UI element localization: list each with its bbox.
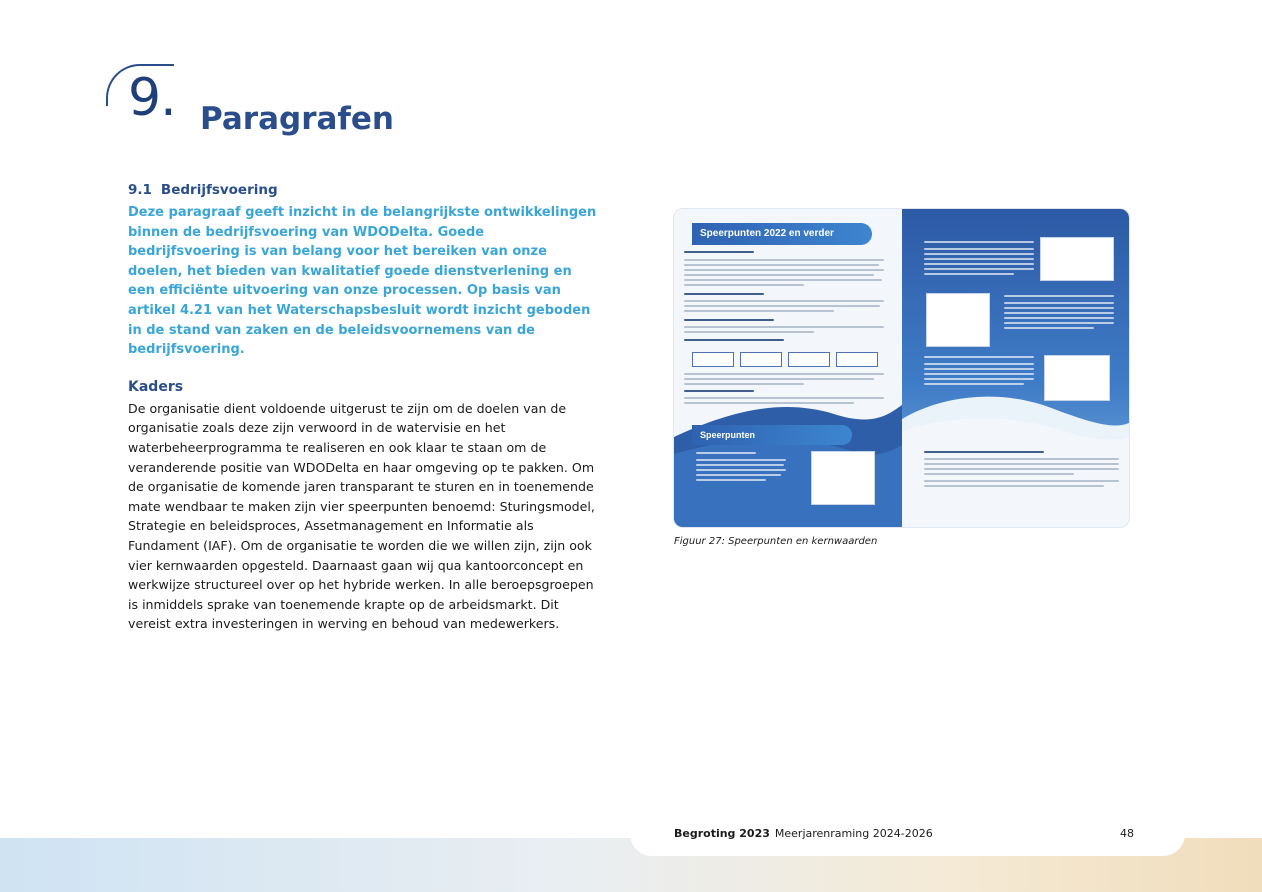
figure-text-line <box>924 458 1119 460</box>
figure-text-line <box>696 459 786 461</box>
footer-doc-title: Begroting 2023 <box>674 827 770 840</box>
figure-text-line <box>684 310 834 312</box>
figure-text-line <box>1004 307 1114 309</box>
figure-text-line <box>696 474 781 476</box>
figure-text-line <box>1004 295 1114 297</box>
figure-step-box <box>692 352 734 367</box>
figure-step-box <box>836 352 878 367</box>
figure-text-line <box>684 259 884 261</box>
figure-caption: Figuur 27: Speerpunten en kernwaarden <box>674 536 878 547</box>
figure-text-line <box>684 326 884 328</box>
figure-mini-diagram <box>811 451 875 505</box>
figure-text-line <box>684 293 764 295</box>
figure-text-line <box>924 473 1074 475</box>
figure-text-line <box>924 258 1034 260</box>
figure-text-line <box>684 251 754 253</box>
page-number: 48 <box>1120 827 1134 840</box>
chapter-title: Paragrafen <box>200 101 394 137</box>
figure-text-line <box>684 319 774 321</box>
figure-mini-diagram <box>1044 355 1110 401</box>
figure-text-line <box>924 268 1034 270</box>
figure-text-line <box>1004 302 1114 304</box>
figure-text-line <box>924 248 1034 250</box>
figure-text-line <box>696 479 766 481</box>
figure-text-line <box>684 339 784 341</box>
figure-text-line <box>684 305 880 307</box>
section-heading <box>128 181 600 199</box>
figure-text-line <box>684 269 884 271</box>
section-intro: Deze paragraaf geeft inzicht in de belangrijkste ontwikkelingen binnen de bedrijfsvoering van WDODelta. Goede bedrijfsvoering is van belang voor het bereiken van onze doelen, het bieden van kwalitatief goede dienstverlening en een efficiënte uitvoering van onze processen. Op basis van artikel 4.21 van het Waterschapsbesluit wordt inzicht geboden in de stand van zaken en de beleidsvoornemens van de bedrijfsvoering. <box>128 205 597 358</box>
figure-text-line <box>684 300 884 302</box>
figure-text-line <box>684 373 884 375</box>
figure-text-line <box>1004 317 1114 319</box>
figure-text-line <box>684 378 874 380</box>
figure-text-line <box>924 368 1034 370</box>
footer-document-title <box>674 827 933 840</box>
kaders-body: De organisatie dient voldoende uitgerust te zijn om de doelen van de organisatie zoals deze zijn verwoord in de watervisie en het waterbeheerprogramma te realiseren en ook klaar te staan om de veranderende positie van WDODelta en haar omgeving op te pakken. Om de organisatie de komende jaren transparant te sturen en in toenemende mate wendbaar te maken zijn vier speerpunten benoemd: Sturingsmodel, Strategie en beleidsproces, Assetmanagement en Informatie als Fundament (IAF). Om de organisatie te worden die we willen zijn, zijn ook vier kernwaarden opgesteld. Daarnaast gaan wij qua kantoorconcept en werkwijze structureel over op het hybride werken. In alle beroepsgroepen is inmiddels sprake van toenemende krapte op de arbeidsmarkt. Dit vereist extra investeringen in werving en behoud van medewerkers. <box>128 400 595 632</box>
section-number: 9.1 <box>128 182 152 198</box>
figure-mini-diagram <box>926 293 990 347</box>
text-column <box>128 181 600 634</box>
section-title: Bedrijfsvoering <box>160 182 278 198</box>
figure-text-line <box>924 480 1119 482</box>
figure-text-line <box>684 383 804 385</box>
figure-text-line <box>924 273 1014 275</box>
figure-speerpunten-image <box>674 209 1129 527</box>
footer-doc-subtitle: Meerjarenraming 2024-2026 <box>774 827 933 840</box>
figure-text-line <box>696 469 786 471</box>
figure-step-box <box>788 352 830 367</box>
figure-text-line <box>696 452 756 454</box>
figure-text-line <box>696 464 784 466</box>
figure-text-line <box>1004 312 1114 314</box>
figure-text-line <box>684 264 879 266</box>
figure-text-line <box>684 402 854 404</box>
figure-text-line <box>684 390 754 392</box>
figure-text-line <box>924 363 1034 365</box>
figure-banner-title: Speerpunten 2022 en verder <box>692 223 872 245</box>
figure-step-box <box>740 352 782 367</box>
figure-text-line <box>924 378 1034 380</box>
figure-mini-diagram <box>1040 237 1114 281</box>
figure-text-line <box>924 468 1119 470</box>
figure-text-line <box>1004 322 1114 324</box>
chapter-number: 9. <box>128 68 176 128</box>
figure-text-line <box>1004 327 1094 329</box>
figure-text-line <box>684 331 814 333</box>
figure-text-line <box>924 485 1104 487</box>
figure-text-line <box>924 463 1119 465</box>
figure-text-line <box>924 241 1034 243</box>
figure-text-line <box>924 373 1034 375</box>
figure-banner-subtitle: Speerpunten <box>692 425 852 445</box>
figure-text-line <box>924 253 1034 255</box>
kaders-heading: Kaders <box>128 378 184 395</box>
figure-text-line <box>924 451 1044 453</box>
figure-text-line <box>924 263 1034 265</box>
figure-text-line <box>684 279 882 281</box>
figure-text-line <box>924 356 1034 358</box>
figure-text-line <box>924 383 1024 385</box>
figure-text-line <box>684 284 804 286</box>
figure-text-line <box>684 274 874 276</box>
figure-text-line <box>684 397 884 399</box>
